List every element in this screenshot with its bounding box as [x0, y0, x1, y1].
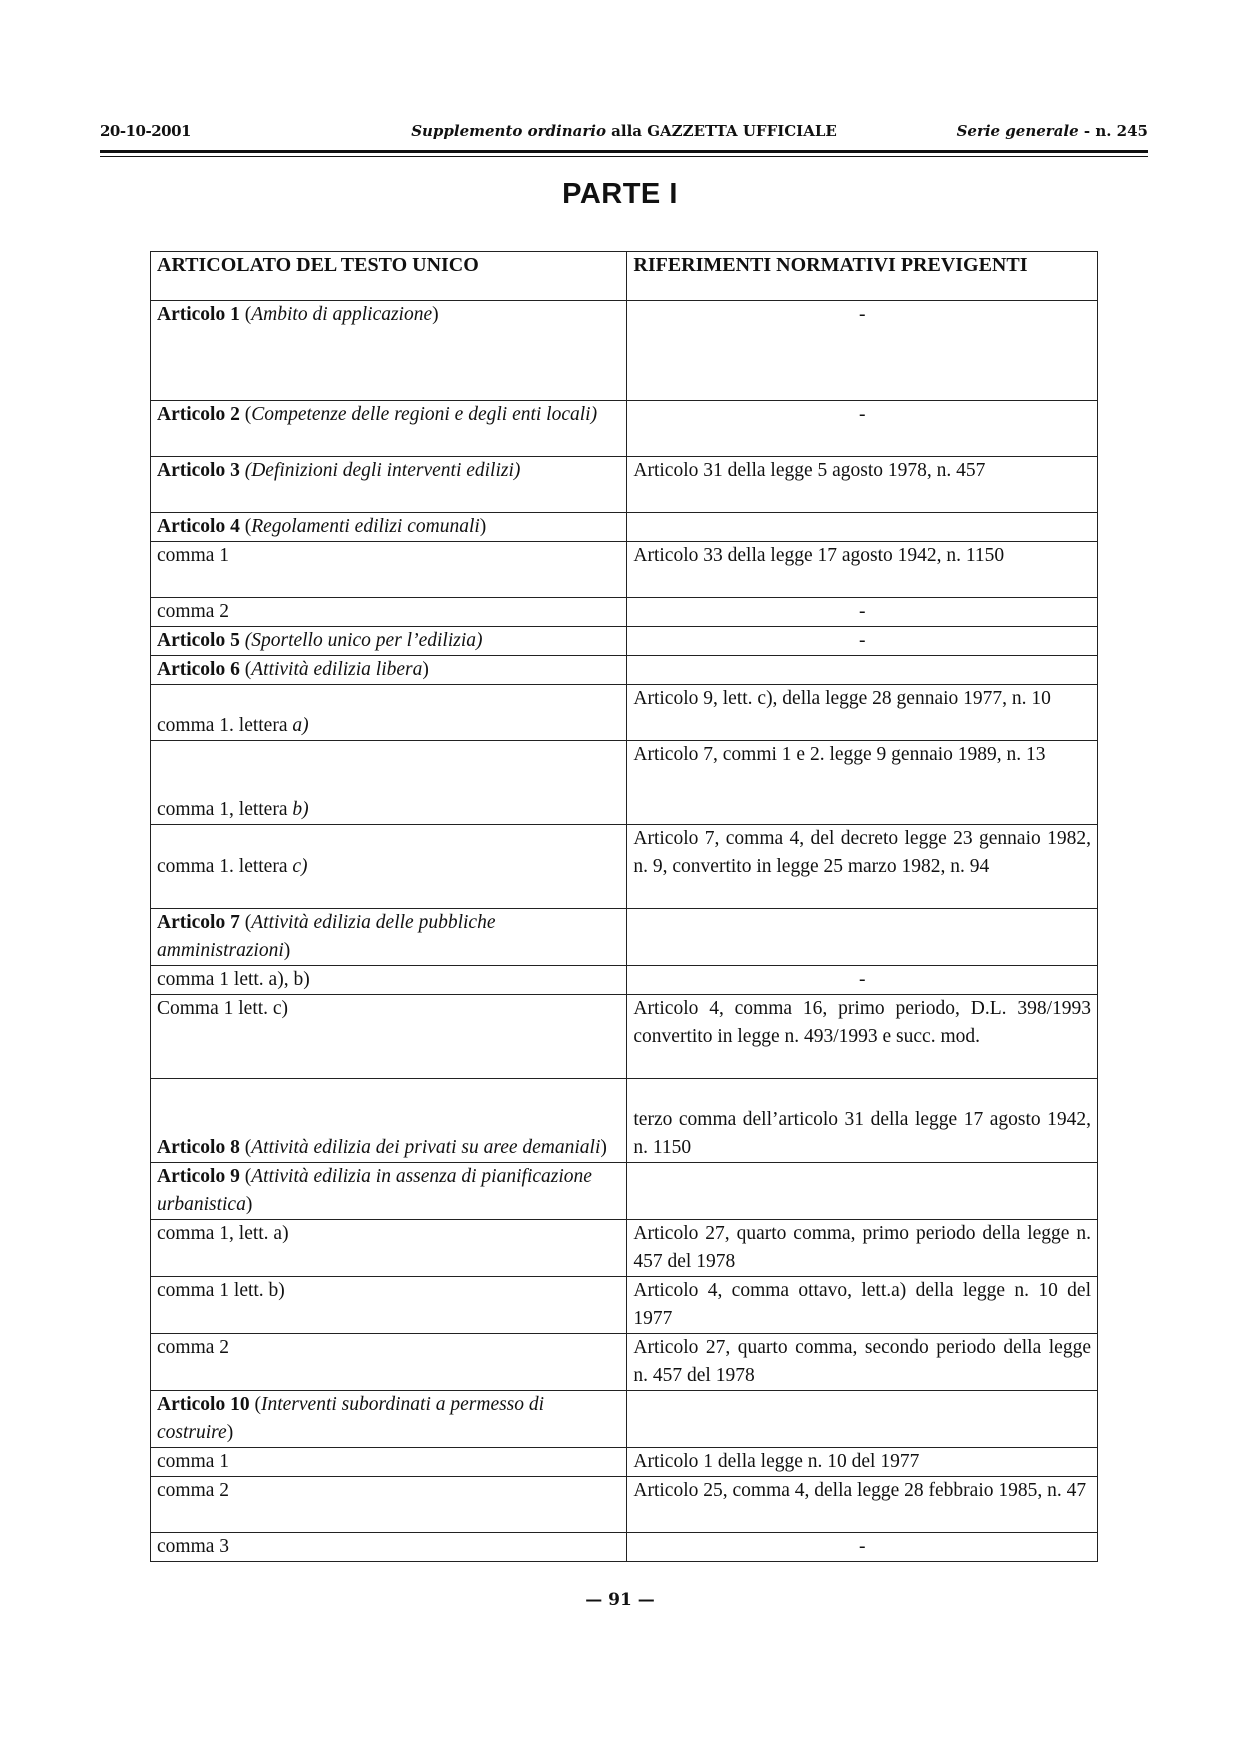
table-row: [151, 513, 1098, 542]
header-right: RIFERIMENTI NORMATIVI PREVIGENTI: [627, 252, 1098, 301]
table-row: [151, 995, 1098, 1079]
article-cell: [151, 542, 627, 598]
article-title: Attività edilizia in assenza di pianificazione urbanistica: [157, 1166, 592, 1215]
article-cell: [151, 457, 627, 513]
comma-letter: c): [292, 855, 308, 877]
table-row: [151, 1277, 1098, 1334]
comma-label: comma 2: [157, 601, 230, 622]
comma-label: comma 1, lett. a): [157, 1223, 289, 1244]
reference-cell: [627, 513, 1098, 542]
reference-cell: Articolo 7, comma 4, del decreto legge 23 gennaio 1982, n. 9, convertito in legge 25 marzo 1982, n. 94: [627, 825, 1098, 909]
comma-label: comma 1: [157, 545, 230, 566]
article-title: Attività edilizia dei privati su aree demaniali: [251, 1137, 601, 1158]
article-number: Articolo 1: [157, 304, 240, 325]
reference-cell: Articolo 25, comma 4, della legge 28 febbraio 1985, n. 47: [627, 1477, 1098, 1533]
reference-cell: Articolo 9, lett. c), della legge 28 gennaio 1977, n. 10: [627, 685, 1098, 741]
article-cell: [151, 966, 627, 995]
table-row: [151, 909, 1098, 966]
article-paren-open: (: [239, 304, 252, 325]
article-paren-close: ): [226, 1422, 234, 1443]
table-row: [151, 301, 1098, 401]
article-number: Articolo 5: [157, 630, 240, 651]
article-cell: [151, 513, 627, 542]
comma-letter: a): [292, 715, 309, 736]
article-paren-open: (: [249, 1394, 261, 1415]
issue-number: - n. 245: [1078, 122, 1148, 140]
article-cell: [151, 1079, 627, 1163]
table-body: [151, 301, 1098, 1562]
reference-cell: Articolo 33 della legge 17 agosto 1942, n. 1150: [627, 542, 1098, 598]
table-row: [151, 457, 1098, 513]
article-cell: [151, 1477, 627, 1533]
reference-cell: Articolo 31 della legge 5 agosto 1978, n. 457: [627, 457, 1098, 513]
article-number: Articolo 2: [157, 404, 240, 425]
article-cell: [151, 301, 627, 401]
comma-label: comma 2: [157, 1480, 230, 1501]
article-title: Attività edilizia libera: [251, 659, 423, 680]
page-number: — 91 —: [585, 1590, 655, 1610]
table-row: [151, 1334, 1098, 1391]
reference-cell: Articolo 27, quarto comma, primo periodo della legge n. 457 del 1978: [627, 1220, 1098, 1277]
reference-cell: [627, 1163, 1098, 1220]
reference-cell: -: [627, 301, 1098, 401]
article-paren-close: ): [283, 940, 291, 961]
article-paren-open: (: [239, 1166, 252, 1187]
reference-cell: [627, 1391, 1098, 1448]
article-number: Articolo 10: [157, 1394, 250, 1415]
table-row: [151, 1079, 1098, 1163]
article-number: Articolo 6: [157, 659, 240, 680]
reference-cell: -: [627, 401, 1098, 457]
publication-title-plain: alla GAZZETTA UFFICIALE: [605, 122, 837, 140]
article-cell: [151, 995, 627, 1079]
table-row: [151, 1448, 1098, 1477]
article-number: Articolo 9: [157, 1166, 240, 1187]
article-paren-open: (: [239, 912, 252, 933]
article-title: Competenze delle regioni e degli enti locali): [251, 404, 598, 425]
reference-cell: Articolo 4, comma 16, primo periodo, D.L. 398/1993 convertito in legge n. 493/1993 e succ. mod.: [627, 995, 1098, 1079]
reference-cell: [627, 656, 1098, 685]
header-rule-thick: [100, 150, 1148, 153]
table-row: [151, 685, 1098, 741]
header-left: ARTICOLATO DEL TESTO UNICO: [151, 252, 627, 301]
reference-cell: terzo comma dell’articolo 31 della legge 17 agosto 1942, n. 1150: [627, 1079, 1098, 1163]
comma-label: comma 2: [157, 1337, 230, 1358]
article-cell: [151, 656, 627, 685]
article-cell: [151, 401, 627, 457]
comma-label: comma 1: [157, 1451, 230, 1472]
comma-label: Comma 1 lett. c): [157, 998, 289, 1019]
reference-cell: -: [627, 966, 1098, 995]
reference-cell: Articolo 1 della legge n. 10 del 1977: [627, 1448, 1098, 1477]
article-cell: [151, 1448, 627, 1477]
article-cell: [151, 825, 627, 909]
reference-cell: [627, 909, 1098, 966]
article-title: (Sportello unico per l’edilizia): [244, 630, 483, 651]
article-paren-open: (: [239, 659, 252, 680]
article-cell: [151, 1533, 627, 1562]
table-row: [151, 542, 1098, 598]
article-paren-open: (: [239, 1137, 252, 1158]
series-number: [957, 122, 1148, 140]
article-paren-close: ): [432, 304, 439, 325]
article-cell: [151, 1163, 627, 1220]
article-title: Attività edilizia delle pubbliche amministrazioni: [157, 912, 496, 961]
table-row: [151, 656, 1098, 685]
article-number: Articolo 7: [157, 912, 240, 933]
reference-cell: Articolo 7, commi 1 e 2. legge 9 gennaio 1989, n. 13: [627, 741, 1098, 825]
table-row: [151, 825, 1098, 909]
publication-date: 20-10-2001: [100, 122, 191, 140]
comma-label: comma 3: [157, 1536, 230, 1557]
concordance-table: [150, 251, 1098, 1562]
table-header-row: [151, 252, 1098, 301]
article-cell: [151, 1334, 627, 1391]
table-row: [151, 1163, 1098, 1220]
publication-title-italic: Supplemento ordinario: [411, 122, 606, 140]
comma-label: comma 1 lett. a), b): [157, 969, 310, 990]
table-row: [151, 627, 1098, 656]
comma-label: comma 1, lettera: [157, 799, 293, 820]
article-cell: [151, 1391, 627, 1448]
article-paren-open: (: [239, 404, 252, 425]
article-cell: [151, 909, 627, 966]
table-row: [151, 598, 1098, 627]
page-header: [100, 118, 1148, 148]
article-title: Ambito di applicazione: [251, 304, 433, 325]
reference-cell: -: [627, 627, 1098, 656]
article-cell: [151, 627, 627, 656]
comma-letter: b): [292, 799, 309, 820]
article-title: (Definizioni degli interventi edilizi): [244, 460, 521, 481]
article-cell: [151, 741, 627, 825]
table-row: [151, 1533, 1098, 1562]
section-title: PARTE I: [562, 178, 678, 210]
article-paren-close: ): [422, 659, 429, 680]
article-number: Articolo 3: [157, 460, 240, 481]
comma-label: comma 1. lettera: [157, 715, 293, 736]
article-cell: [151, 685, 627, 741]
article-paren-close: ): [600, 1137, 607, 1158]
article-paren-open: (: [239, 516, 252, 537]
reference-cell: -: [627, 598, 1098, 627]
article-paren-close: ): [245, 1194, 253, 1215]
table-row: [151, 966, 1098, 995]
article-title: Regolamenti edilizi comunali: [251, 516, 480, 537]
article-cell: [151, 598, 627, 627]
article-title: Interventi subordinati a permesso di costruire: [157, 1394, 545, 1443]
comma-label: comma 1 lett. b): [157, 1280, 285, 1301]
header-rule-thin: [100, 156, 1148, 157]
article-number: Articolo 4: [157, 516, 240, 537]
article-paren-close: ): [479, 516, 487, 537]
article-cell: [151, 1277, 627, 1334]
reference-cell: Articolo 4, comma ottavo, lett.a) della legge n. 10 del 1977: [627, 1277, 1098, 1334]
comma-label: comma 1. lettera: [157, 855, 293, 877]
reference-cell: -: [627, 1533, 1098, 1562]
series-label: Serie generale: [956, 122, 1079, 140]
table-row: [151, 1391, 1098, 1448]
table-row: [151, 1220, 1098, 1277]
table-row: [151, 401, 1098, 457]
table-row: [151, 741, 1098, 825]
table-row: [151, 1477, 1098, 1533]
reference-cell: Articolo 27, quarto comma, secondo periodo della legge n. 457 del 1978: [627, 1334, 1098, 1391]
article-number: Articolo 8: [157, 1137, 240, 1158]
article-cell: [151, 1220, 627, 1277]
